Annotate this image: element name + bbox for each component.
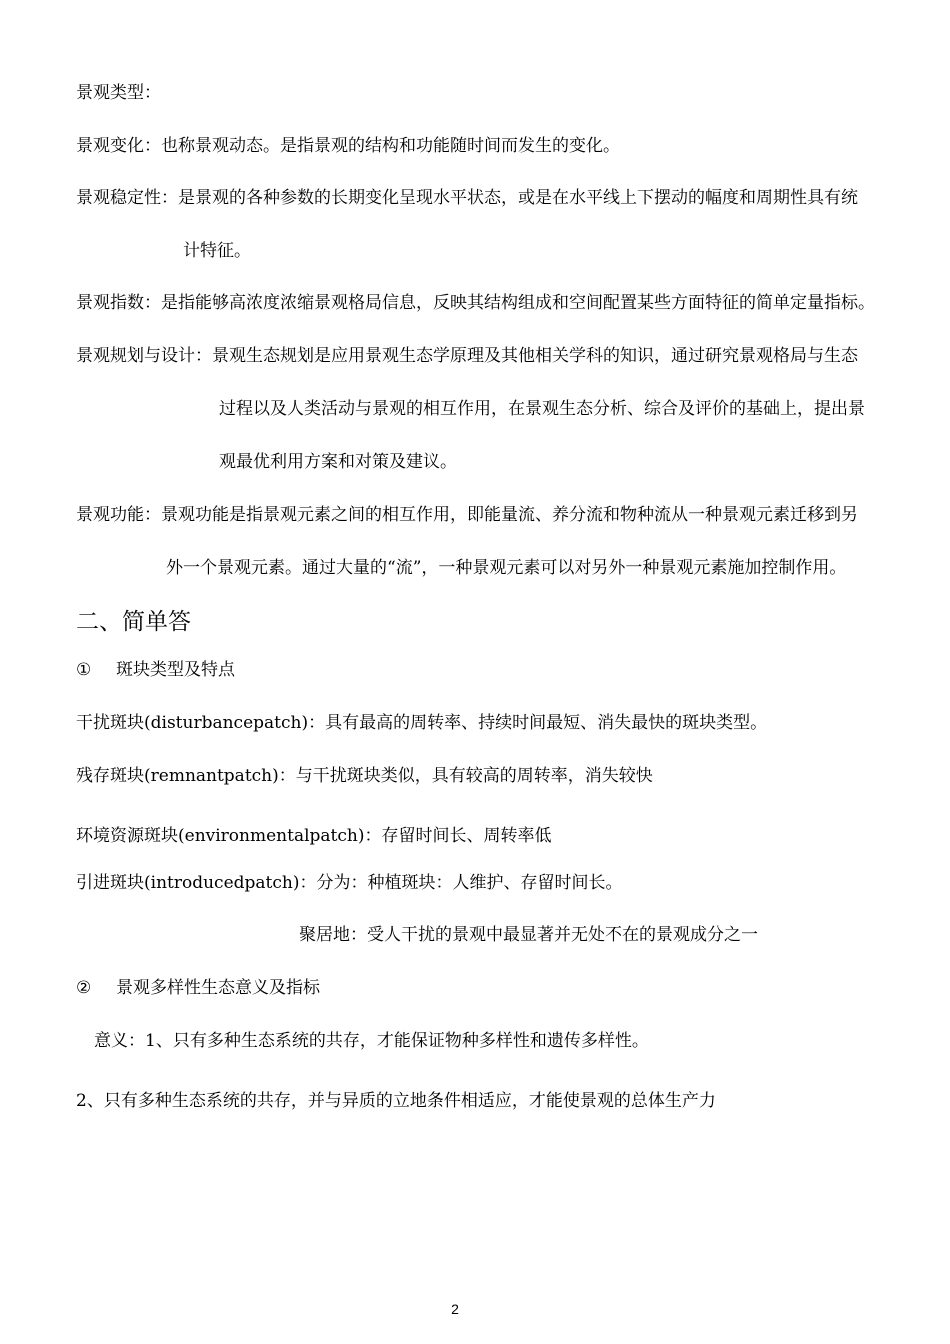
patch-disturbance: 干扰斑块(disturbancepatch)：具有最高的周转率、持续时间最短、消失最快的斑块类型。 [76,713,768,733]
definition-landscape-change: 景观变化：也称景观动态。是指景观的结构和功能随时间而发生的变化。 [76,136,620,156]
question-title: 斑块类型及特点 [116,660,235,680]
definition-landscape-planning-cont: 观最优利用方案和对策及建议。 [219,452,457,472]
question-1 [76,659,235,681]
patch-remnant: 残存斑块(remnantpatch)：与干扰斑块类似，具有较高的周转率，消失较快 [76,766,653,786]
meaning-2: 2、只有多种生态系统的共存，并与异质的立地条件相适应，才能使景观的总体生产力 [76,1091,716,1111]
definition-landscape-planning-cont: 过程以及人类活动与景观的相互作用，在景观生态分析、综合及评价的基础上，提出景 [219,399,865,419]
question-number: ② [76,978,92,998]
page-number: 2 [451,1301,459,1317]
definition-landscape-type: 景观类型： [76,83,161,103]
meaning-1: 意义：1、只有多种生态系统的共存，才能保证物种多样性和遗传多样性。 [94,1031,649,1051]
definition-landscape-stability: 景观稳定性：是景观的各种参数的长期变化呈现水平状态，或是在水平线上下摆动的幅度和周期性具有统 [76,188,858,208]
definition-landscape-index: 景观指数：是指能够高浓度浓缩景观格局信息，反映其结构组成和空间配置某些方面特征的简单定量指标。 [76,293,875,313]
question-title: 景观多样性生态意义及指标 [116,978,320,998]
question-2 [76,977,320,999]
definition-landscape-stability-cont: 计特征。 [183,241,251,261]
patch-introduced: 引进斑块(introducedpatch)：分为：种植斑块：人维护、存留时间长。 [76,873,623,893]
definition-landscape-planning: 景观规划与设计：景观生态规划是应用景观生态学原理及其他相关学科的知识，通过研究景观格局与生态 [76,346,858,366]
definition-landscape-function-cont: 外一个景观元素。通过大量的“流”，一种景观元素可以对另外一种景观元素施加控制作用。 [166,558,847,578]
definition-landscape-function: 景观功能：景观功能是指景观元素之间的相互作用，即能量流、养分流和物种流从一种景观元素迁移到另 [76,505,858,525]
patch-environmental: 环境资源斑块(environmentalpatch)：存留时间长、周转率低 [76,826,552,846]
question-number: ① [76,660,92,680]
patch-settlement: 聚居地：受人干扰的景观中最显著并无处不在的景观成分之一 [299,925,758,945]
section-heading: 二、简单答 [76,609,191,635]
